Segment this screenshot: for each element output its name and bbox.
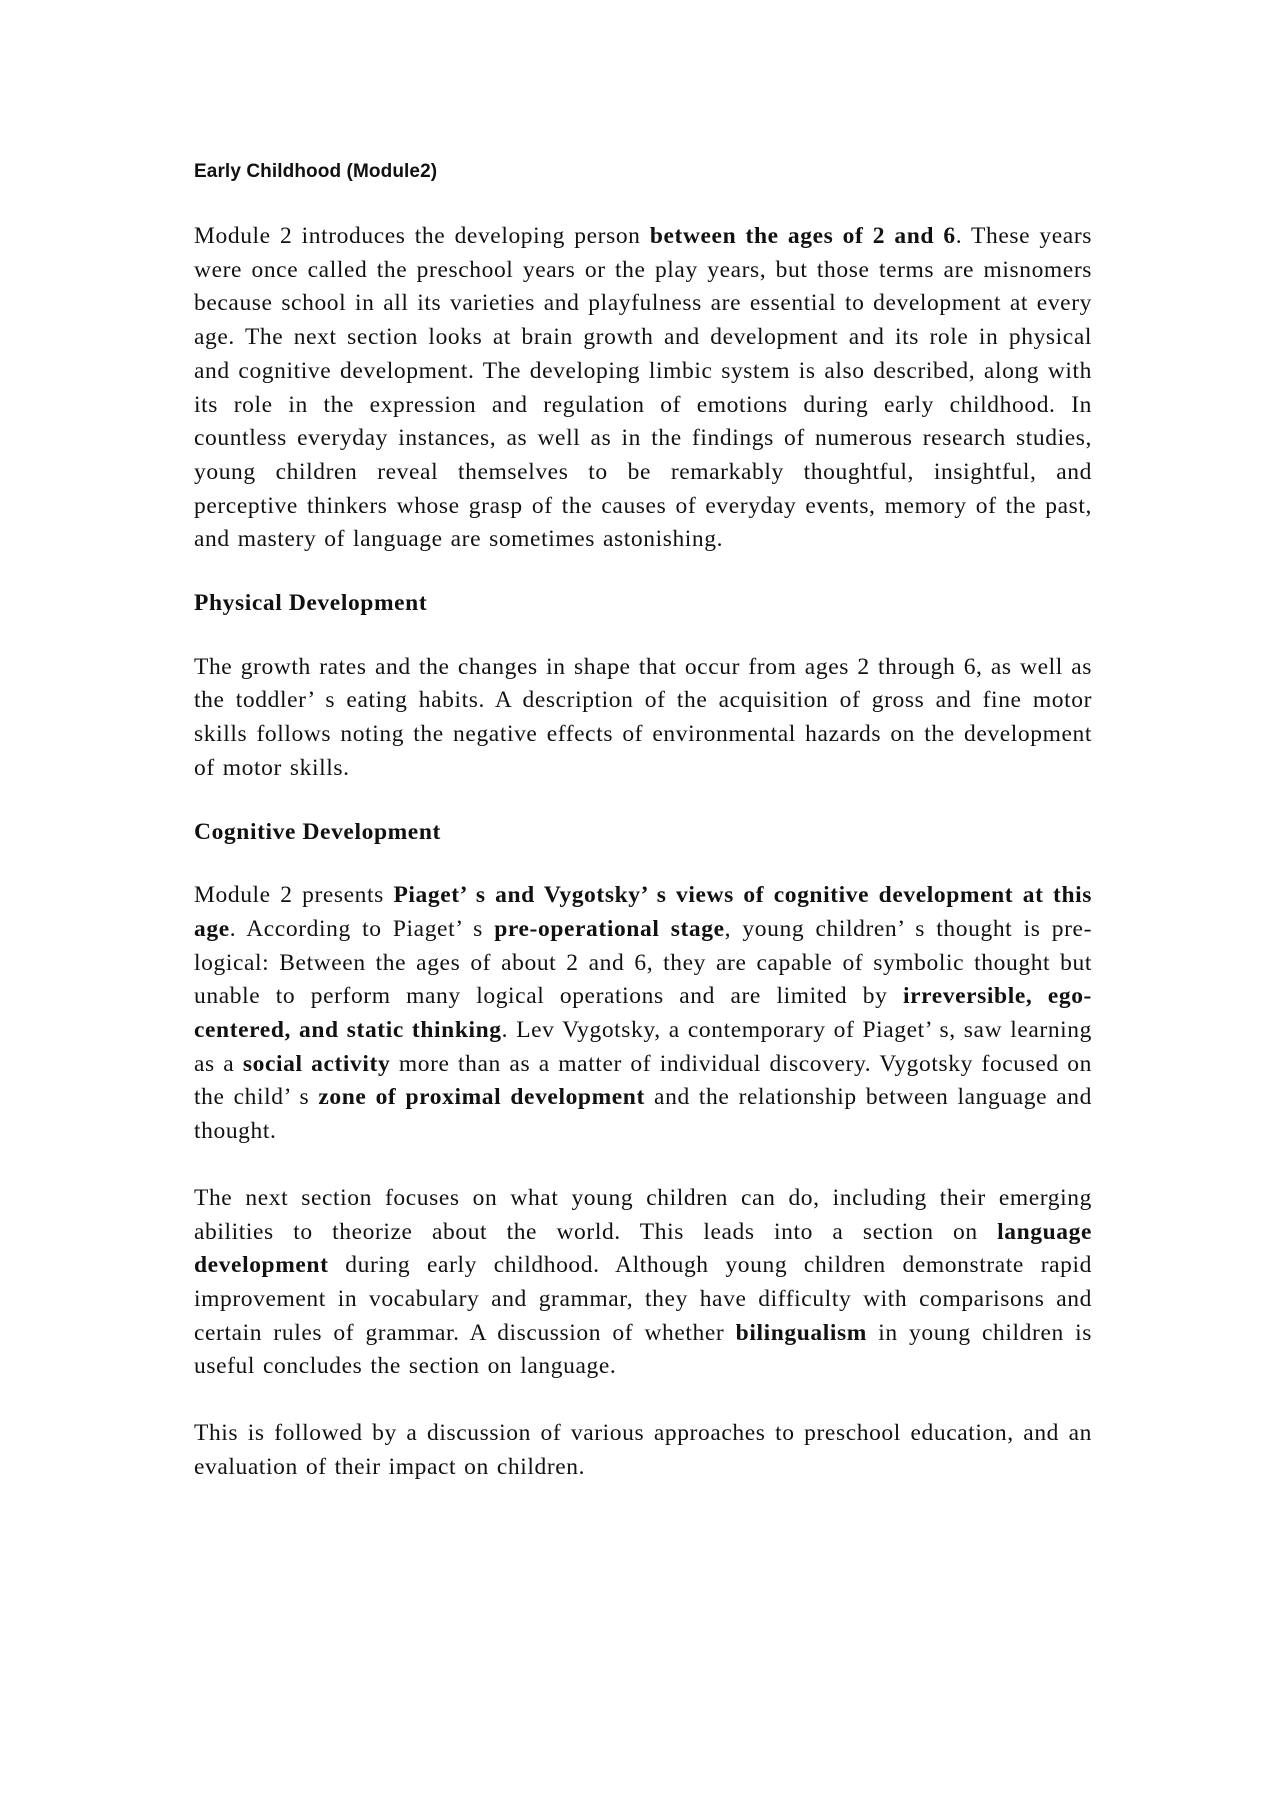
- emphasis-age-range: between the ages of 2 and 6: [649, 223, 956, 249]
- emphasis-bilingualism: bilingualism: [735, 1319, 867, 1346]
- cognitive-paragraph-3: This is followed by a discussion of various approaches to preschool education, and an evaluation of their impact on children.: [194, 1420, 1092, 1480]
- emphasis-piaget-vygotsky: Piaget’ s and Vygotsky’ s views of cognitive development at this age: [194, 882, 1092, 942]
- cognitive-paragraph-1: Module 2 presents Piaget’ s and Vygotsky’ s views of cognitive development at this age. According to Piaget’ s pre-operational stage, young children’ s thought is pre-logical: Between the ages of about 2 and 6, they are capable of symbolic thought but unable to perform many logical operations and are limited by irreversible, ego-centered, and static thinking. Lev Vygotsky, a contemporary of Piaget’ s, saw learning as a social activity more than as a matter of individual discovery. Vygotsky focused on the child’ s zone of proximal development and the relationship between language and thought.: [194, 882, 1092, 1145]
- physical-paragraph: The growth rates and the changes in shape that occur from ages 2 through 6, as well as the toddler’ s eating habits. A description of the acquisition of gross and fine motor skills follows noting the negative effects of environmental hazards on the development of motor skills.: [194, 653, 1092, 781]
- intro-paragraph: Module 2 introduces the developing person between the ages of 2 and 6. These years were once called the preschool years or the play years, but those terms are misnomers because school in all its varieties and playfulness are essential to development at every age. The next section looks at brain growth and development and its role in physical and cognitive development. The developing limbic system is also described, along with its role in the expression and regulation of emotions during early childhood. In countless everyday instances, as well as in the findings of numerous research studies, young children reveal themselves to be remarkably thoughtful, insightful, and perceptive thinkers whose grasp of the causes of everyday events, memory of the past, and mastery of language are sometimes astonishing.: [194, 223, 1092, 553]
- emphasis-pre-operational: pre-operational stage: [494, 915, 725, 942]
- document-title: Early Childhood (Module2): [194, 161, 438, 182]
- emphasis-social-activity: social activity: [242, 1050, 391, 1077]
- emphasis-thinking-limits: irreversible, ego-centered, and static thinking: [194, 983, 1092, 1044]
- cognitive-development-heading: Cognitive Development: [194, 818, 441, 845]
- emphasis-language-development: language development: [194, 1218, 1092, 1279]
- cognitive-paragraph-2: The next section focuses on what young children can do, including their emerging abilities to theorize about the world. This leads into a section on language development during early childhood. Although young children demonstrate rapid improvement in vocabulary and grammar, they have difficulty with comparisons and certain rules of grammar. A discussion of whether bilingualism in young children is useful concludes the section on language.: [194, 1184, 1092, 1380]
- physical-development-heading: Physical Development: [194, 590, 428, 617]
- emphasis-zpd: zone of proximal development: [318, 1084, 645, 1111]
